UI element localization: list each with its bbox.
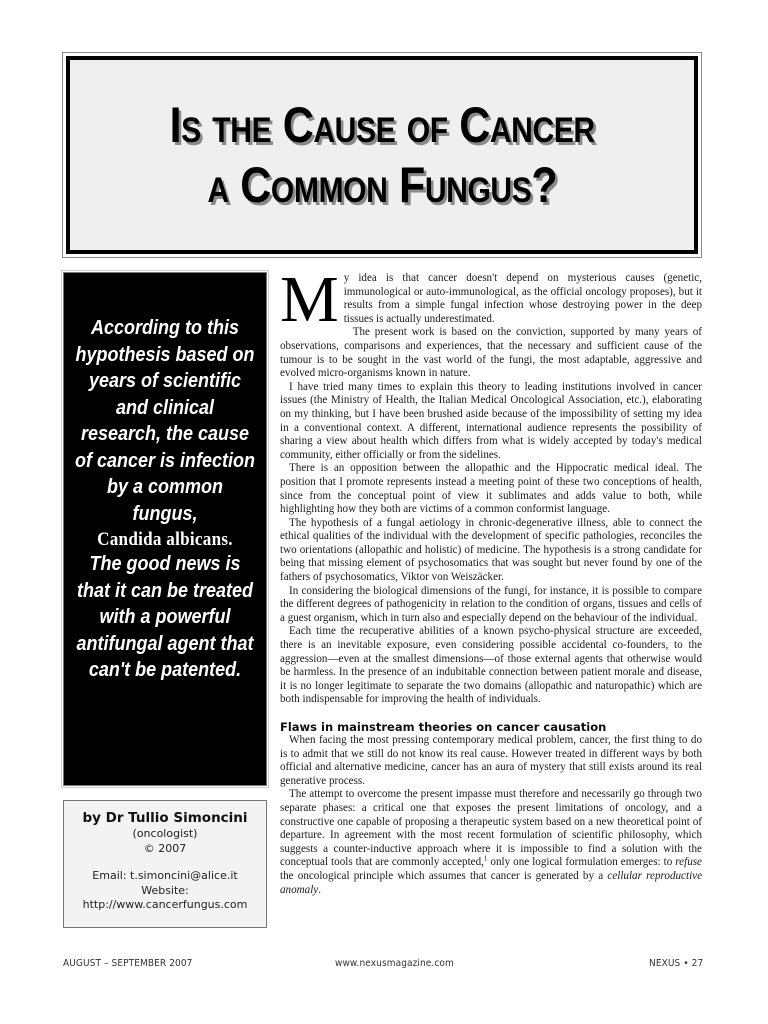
paragraph-9 [280,788,702,897]
pull-quote-2: The good news is that it can be treated with a powerful antifungal agent that can't be patented. [76,553,254,681]
paragraph-9-text-b: only one logical formulation emerges: to [487,856,676,869]
emphasis-refuse: refuse [675,856,702,869]
emphasis-anomaly: cellular reproductive anomaly [280,869,702,896]
copyright: © 2007 [143,841,187,855]
paragraph-5: The hypothesis of a fungal aetiology in chronic-degenerative illness, able to connect the ethical qualities of the individual with the development of specific pathologies, reconciles the two orientations (allopathic and holistic) of medicine. The hypothesis is a strong candidate for being that missing element of psychosomatics that was sought but never found by one of the fathers of psychosomatics, Viktor von Weiszäcker. [280,516,702,584]
author-role: (oncologist) [132,827,198,840]
drop-cap: M [280,263,339,336]
footer-url[interactable]: www.nexusmagazine.com [335,958,454,969]
page-title-line-2: a Common Fungus? [207,157,557,213]
paragraph-6: In considering the biological dimensions of the fungi, for instance, it is possible to compare the different degrees of pathogenicity in relation to the condition of organs, tissues and cells of a guest organism, which in turn also and especially depend on the behaviour of the individual. [280,584,702,624]
paragraph-1-text: y idea is that cancer doesn't depend on mysterious causes (genetic, immunological or auto-immunological, as the official oncology proposes), but it results from a simple fungal infection whose destroying power in the deep tissues is actually underestimated. [343,272,702,325]
title-frame [66,56,698,254]
section-heading: Flaws in mainstream theories on cancer causation [280,720,607,734]
paragraph-9-text-a: The attempt to overcome the present impasse must therefore and necessarily go through two separate phases: a critical one that exposes the present limitations of oncology, and a constructive one capable of proposing a therapeutic system based on a new theoretical point of departure. In agreement with the most recent formulation of scientific philosophy, which suggests a counter-inductive approach where it is impossible to find a solution with the conceptual tools that are commonly accepted, [280,788,702,869]
paragraph-9-text-d: . [318,883,321,896]
pull-quote-sidebar [63,272,267,786]
paragraph-3: I have tried many times to explain this theory to leading institutions involved in cancer issues (the Ministry of Health, the Italian Medical Oncological Association, etc.), elaborating on my thinking, but I have been brushed aside because of the impossibility of setting my idea in a conventional context. A different, international audience represents the possibility of sharing a view about health which differs from what is widely accepted by today's medical community, either officially or from the sidelines. [280,380,702,461]
paragraph-9-text-c: the oncological principle which assumes that cancer is generated by a [280,869,608,882]
paragraph-8: When facing the most pressing contemporary medical problem, cancer, the first thing to do is to admit that we still do not know its real cause. However treated in different ways by both official and alternative medicine, cancer has an aura of mystery that still exists around its real generative process. [280,734,702,787]
paragraph-1 [280,263,702,336]
pull-quote-1-text: According to this hypothesis based on years of scientific and clinical research, the cause of cancer is infection by a common fungus, [74,317,256,525]
footer-issue: AUGUST – SEPTEMBER 2007 [63,958,193,969]
author-byline: by Dr Tullio Simoncini [82,810,248,826]
footnote-ref[interactable]: 1 [483,854,488,863]
paragraph-4: There is an opposition between the allopathic and the Hippocratic medical ideal. The position that I promote represents instead a meeting point of these two conceptions of health, since from the conceptual point of view it sublimates and adds value to both, while highlighting how they both are victims of a common conformist language. [280,462,702,516]
author-box [63,800,267,928]
article-body [280,263,702,897]
page-footer [63,958,703,972]
page-title-line-1: Is the Cause of Cancer [169,97,595,153]
author-website-link[interactable]: http://www.cancerfungus.com [82,898,248,911]
website-label: Website: [141,883,189,897]
author-email[interactable]: Email: t.simoncini@alice.it [92,869,238,882]
title-box [62,52,702,258]
footer-page-number: NEXUS • 27 [648,958,703,969]
pull-quote-1 [74,315,256,554]
paragraph-7: Each time the recuperative abilities of a known psycho-physical structure are exceeded, there is an inevitable exposure, even considering possible accidental co-founders, to the aggression—even at the smallest dimensions—of those external agents that otherwise would be harmless. In the presence of an indubitable connection between patient morale and disease, it is no longer legitimate to separate the two domains (allopathic and naturopathic) which are both indispensable for improving the health of individuals. [280,625,702,706]
paragraph-2: The present work is based on the conviction, supported by many years of observations, comparisons and experiences, that the necessary and sufficient cause of the tumour is to be sought in the vast world of the fungi, the most adaptable, aggressive and evolved micro-organisms known in nature. [280,326,702,380]
species-name: Candida albicans. [97,529,233,550]
